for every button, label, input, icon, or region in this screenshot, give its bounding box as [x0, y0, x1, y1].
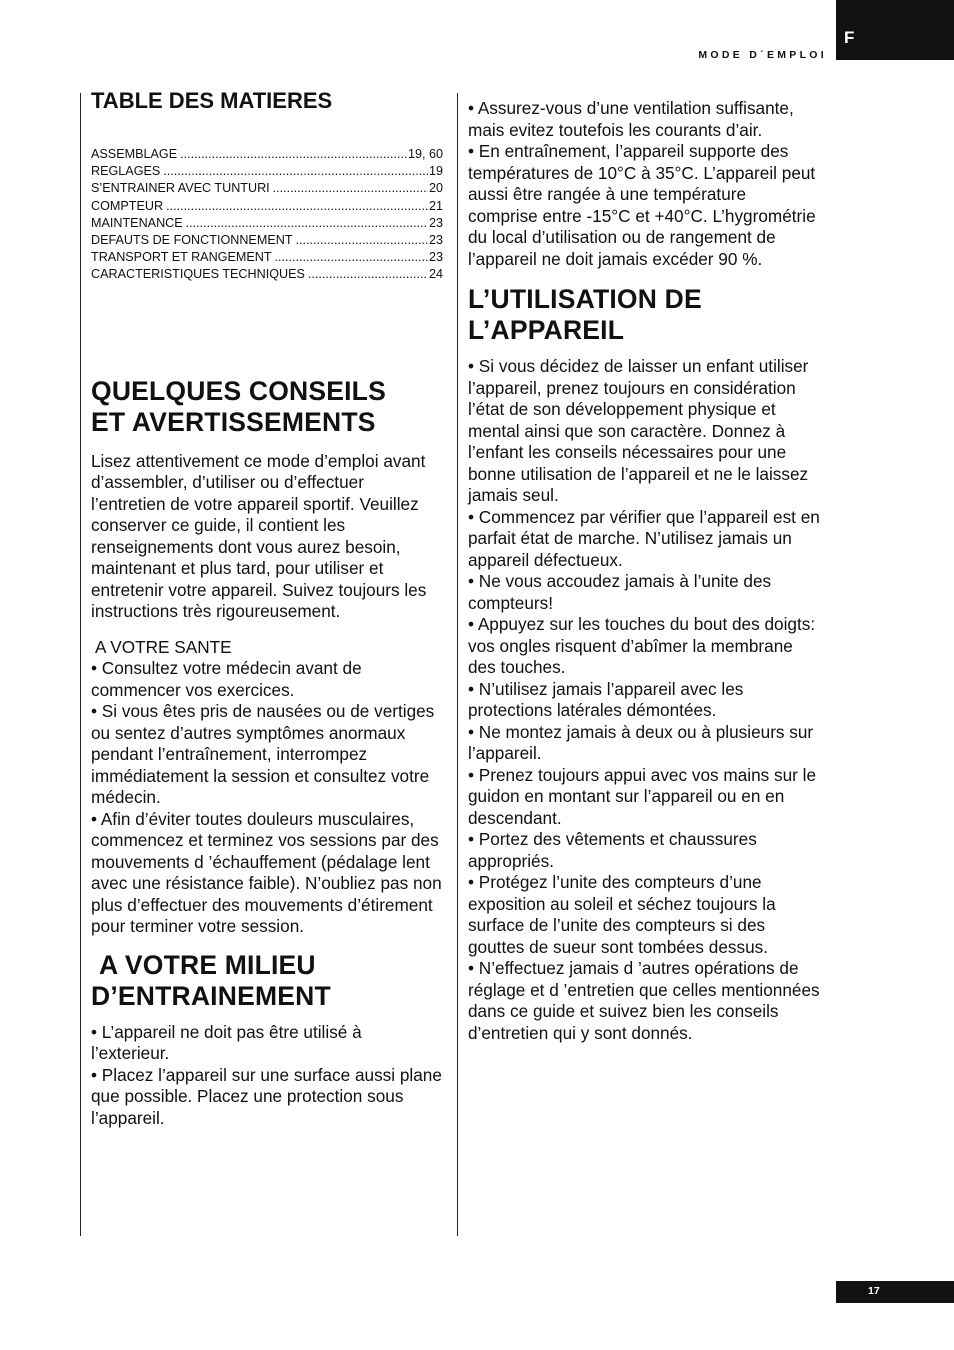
utilisation-item: • Ne montez jamais à deux ou à plusieurs sur l’appareil.	[468, 721, 814, 763]
toc-entry-page: 20	[428, 181, 443, 196]
utilisation-item: • N’effectuez jamais d ’autres opérations de réglage et d ’entretien que celles mentionnées dans ce guide et suivez bien les conseils d’entretien qui y sont donnés.	[468, 958, 820, 1043]
toc-entry[interactable]	[91, 198, 443, 215]
utilisation-heading	[468, 284, 820, 346]
sante-item: • Si vous êtes pris de nausées ou de vertiges ou sentez d’autres symptômes anormaux pendant l’entraînement, interrompez immédiatement la session et consultez votre médecin.	[91, 701, 435, 808]
section-tab	[836, 0, 954, 60]
toc-entry-page: 21	[428, 198, 443, 213]
conseils-heading-line1: QUELQUES CONSEILS	[91, 375, 386, 406]
utilisation-heading-line1: L’UTILISATION DE	[468, 284, 702, 314]
milieu-heading	[91, 950, 443, 1012]
milieu-item: • L’appareil ne doit pas être utilisé à l’exterieur.	[91, 1021, 362, 1064]
toc-leader	[163, 163, 428, 180]
utilisation-item: • N’utilisez jamais l’appareil avec les protections latérales démontées.	[468, 678, 744, 720]
toc-leader	[296, 232, 428, 249]
milieu-heading-line1: A VOTRE MILIEU	[99, 949, 316, 980]
left-column	[91, 88, 443, 1129]
toc-leader	[180, 146, 407, 163]
toc-entry[interactable]	[91, 180, 443, 197]
toc-entry-name: TRANSPORT ET RANGEMENT	[91, 250, 272, 265]
intro-paragraph: Lisez attentivement ce mode d’emploi avant d’assembler, d’utiliser ou d’effectuer l’entretien de votre appareil sportif. Veuillez conserver ce guide, il contient les renseignements dont vous aurez besoin, maintenant et plus tard, pour utiliser et entretenir votre appareil. Suivez toujours les instructions très rigoureusement.	[91, 450, 427, 622]
toc-leader	[308, 266, 428, 283]
sante-heading: A VOTRE SANTE	[95, 636, 232, 657]
utilisation-heading-line2: L’APPAREIL	[468, 315, 625, 345]
toc-entry[interactable]	[91, 249, 443, 266]
right-column	[468, 98, 820, 1044]
toc-entry-name: MAINTENANCE	[91, 215, 183, 230]
milieu-heading-line2: D’ENTRAINEMENT	[91, 980, 331, 1011]
utilisation-item: • Ne vous accoudez jamais à l’unite des compteurs!	[468, 571, 772, 613]
toc-entry-page: 19	[428, 164, 443, 179]
toc-entry-name: S’ENTRAINER AVEC TUNTURI	[91, 181, 270, 196]
toc-entry-name: DEFAUTS DE FONCTIONNEMENT	[91, 233, 293, 248]
toc-entry[interactable]	[91, 215, 443, 232]
toc-title: TABLE DES MATIERES	[91, 88, 333, 113]
page-number-box	[836, 1281, 954, 1303]
toc-entry[interactable]	[91, 266, 443, 283]
header-label: MODE D´EMPLOI	[698, 49, 827, 61]
conseils-heading-line2: ET AVERTISSEMENTS	[91, 406, 376, 437]
utilisation-item: • Protégez l’unite des compteurs d’une exposition au soleil et séchez toujours la surface de l’unite des compteurs si des gouttes de sueur sont tombées dessus.	[468, 872, 776, 957]
toc-entry-name: COMPTEUR	[91, 198, 164, 213]
toc-leader	[273, 180, 428, 197]
utilisation-item: • Prenez toujours appui avec vos mains sur le guidon en montant sur l’appareil ou en en descendant.	[468, 764, 817, 828]
table-of-contents	[91, 146, 443, 284]
conseils-heading	[91, 376, 443, 438]
toc-entry-page: 19, 60	[407, 147, 443, 161]
toc-entry-page: 23	[428, 215, 443, 230]
utilisation-item: • Si vous décidez de laisser un enfant utiliser l’appareil, prenez toujours en considération l’état de son développement physique et mental ainsi que son caractère. Donnez à l’enfant les conseils nécessaires pour une bonne utilisation de l’appareil et ne le laissez jamais seul.	[468, 356, 809, 505]
toc-entry[interactable]	[91, 146, 443, 163]
left-column-rule	[80, 93, 81, 1236]
milieu-item: • Assurez-vous d’une ventilation suffisante, mais evitez toutefois les courants d’air.	[468, 98, 794, 140]
toc-entry-page: 23	[428, 233, 443, 248]
right-column-rule	[457, 93, 458, 1236]
toc-leader	[186, 215, 428, 232]
sante-item: • Consultez votre médecin avant de commencer vos exercices.	[91, 658, 362, 700]
utilisation-item: • Appuyez sur les touches du bout des doigts: vos ongles risquent d’abîmer la membrane des touches.	[468, 614, 816, 677]
toc-entry[interactable]	[91, 163, 443, 180]
toc-entry[interactable]	[91, 232, 443, 249]
toc-leader	[275, 249, 428, 266]
toc-entry-name: CARACTERISTIQUES TECHNIQUES	[91, 267, 305, 282]
utilisation-item: • Commencez par vérifier que l’appareil est en parfait état de marche. N’utilisez jamais un appareil défectueux.	[468, 506, 820, 570]
milieu-item: • Placez l’appareil sur une surface aussi plane que possible. Placez une protection sous l’appareil.	[91, 1064, 442, 1128]
sante-item: • Afin d’éviter toutes douleurs musculaires, commencez et terminez vos sessions par des mouvements d ’échauffement (pédalage lent avec une résistance faible). N’oubliez pas non plus d’effectuer des mouvements d’étirement pour terminer votre session.	[91, 808, 442, 937]
toc-leader	[166, 198, 428, 215]
toc-entry-name: ASSEMBLAGE	[91, 147, 178, 161]
page-number: 17	[868, 1285, 880, 1297]
section-tab-letter: F	[844, 28, 855, 47]
utilisation-item: • Portez des vêtements et chaussures appropriés.	[468, 829, 757, 871]
milieu-item: • En entraînement, l’appareil supporte des températures de 10°C à 35°C. L’appareil peut aussi être rangée à une température comprise entre -15°C et +40°C. L’hygrométrie du local d’utilisation ou de rangement de l’appareil ne doit jamais excéder 90 %.	[468, 141, 816, 269]
toc-entry-page: 23	[428, 250, 443, 265]
toc-entry-name: REGLAGES	[91, 164, 161, 179]
toc-entry-page: 24	[428, 267, 443, 282]
